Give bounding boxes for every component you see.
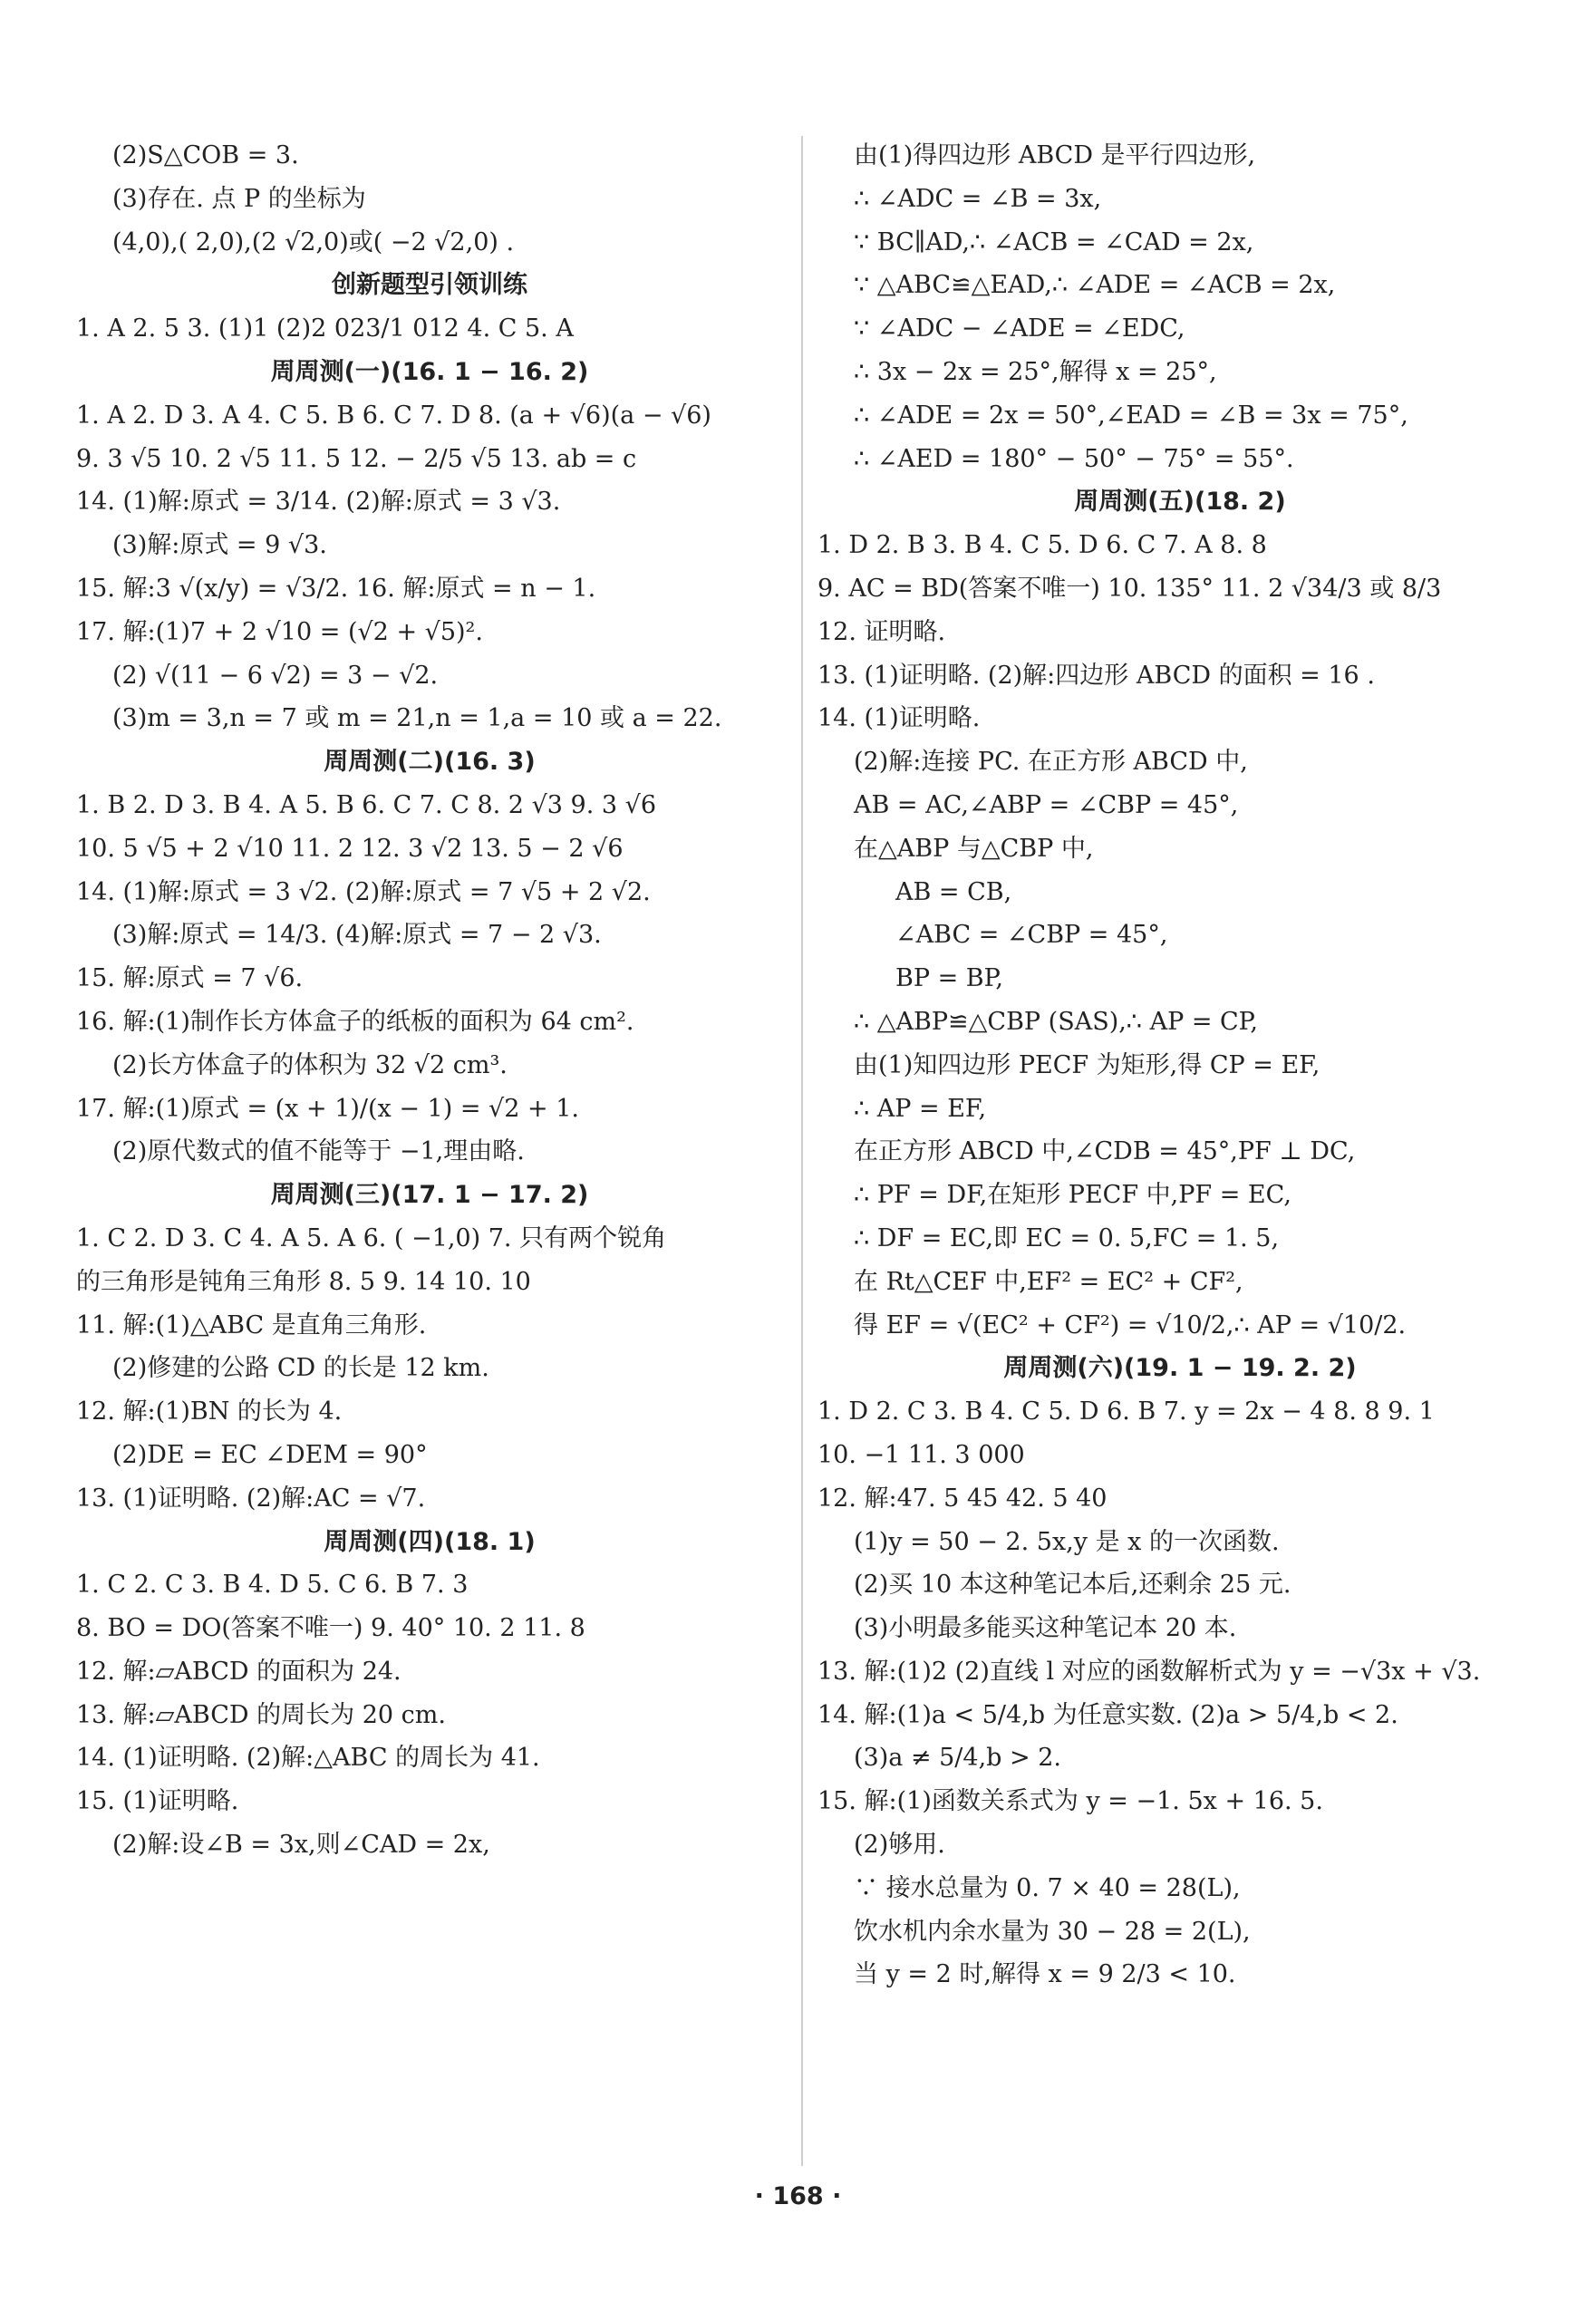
answer-line: ∴ 3x − 2x = 25°,解得 x = 25°, — [854, 357, 1217, 386]
answer-line: (2)解:设∠B = 3x,则∠CAD = 2x, — [112, 1831, 490, 1860]
answer-line: ∵ △ABC≌△EAD,∴ ∠ADE = ∠ACB = 2x, — [854, 271, 1336, 300]
answer-line: 9. 3 √5 10. 2 √5 11. 5 12. − 2/5 √5 13. ab = c — [76, 444, 637, 473]
answer-line: 由(1)得四边形 ABCD 是平行四边形, — [854, 141, 1256, 169]
answer-line: 12. 解:47. 5 45 42. 5 40 — [817, 1484, 1108, 1513]
answer-line: 的三角形是钝角三角形 8. 5 9. 14 10. 10 — [76, 1267, 531, 1296]
section-heading: 周周测(四)(18. 1) — [324, 1527, 536, 1556]
answer-line: AB = AC,∠ABP = ∠CBP = 45°, — [854, 790, 1239, 819]
column-divider — [801, 136, 803, 2166]
page-number: · 168 · — [754, 2182, 842, 2210]
answer-line: (2)修建的公路 CD 的长是 12 km. — [112, 1354, 489, 1383]
answer-line: 15. 解:3 √(x/y) = √3/2. 16. 解:原式 = n − 1. — [76, 574, 596, 603]
answer-line: ∴ ∠ADE = 2x = 50°,∠EAD = ∠B = 3x = 75°, — [854, 401, 1408, 430]
section-heading: 周周测(六)(19. 1 − 19. 2. 2) — [1003, 1354, 1357, 1383]
answer-line: (3)解:原式 = 9 √3. — [112, 531, 327, 560]
answer-line: (2)DE = EC ∠DEM = 90° — [112, 1440, 428, 1469]
section-heading: 创新题型引领训练 — [332, 271, 527, 300]
answer-line: 在△ABP 与△CBP 中, — [854, 834, 1094, 863]
answer-line: (3)存在. 点 P 的坐标为 — [112, 184, 366, 213]
answer-line: ∵ BC∥AD,∴ ∠ACB = ∠CAD = 2x, — [854, 227, 1254, 256]
section-heading: 周周测(二)(16. 3) — [324, 748, 536, 777]
answer-line: 14. (1)解:原式 = 3 √2. (2)解:原式 = 7 √5 + 2 √2. — [76, 877, 651, 906]
answer-line: 12. 证明略. — [817, 617, 946, 646]
answer-line: 饮水机内余水量为 30 − 28 = 2(L), — [854, 1917, 1251, 1946]
answer-line: 8. BO = DO(答案不唯一) 9. 40° 10. 2 11. 8 — [76, 1614, 585, 1643]
answer-line: ∠ABC = ∠CBP = 45°, — [895, 921, 1168, 950]
section-heading: 周周测(五)(18. 2) — [1074, 488, 1286, 517]
answer-line: 由(1)知四边形 PECF 为矩形,得 CP = EF, — [854, 1050, 1320, 1079]
answer-line: 17. 解:(1)原式 = (x + 1)/(x − 1) = √2 + 1. — [76, 1094, 579, 1123]
answer-line: 14. (1)证明略. (2)解:△ABC 的周长为 41. — [76, 1744, 540, 1773]
answer-line: ∴ △ABP≌△CBP (SAS),∴ AP = CP, — [854, 1007, 1258, 1036]
answer-line: ∴ DF = EC,即 EC = 0. 5,FC = 1. 5, — [854, 1223, 1280, 1252]
answer-line: 10. −1 11. 3 000 — [817, 1440, 1025, 1469]
answer-line: 1. D 2. C 3. B 4. C 5. D 6. B 7. y = 2x − 4 8. 8 9. 1 — [817, 1397, 1435, 1426]
answer-line: ∴ PF = DF,在矩形 PECF 中,PF = EC, — [854, 1181, 1291, 1210]
answer-line: 1. C 2. D 3. C 4. A 5. A 6. ( −1,0) 7. 只有两个锐角 — [76, 1223, 667, 1252]
answer-line: 当 y = 2 时,解得 x = 9 2/3 < 10. — [854, 1960, 1236, 1989]
answer-line: (2)买 10 本这种笔记本后,还剩余 25 元. — [854, 1571, 1291, 1600]
section-heading: 周周测(三)(17. 1 − 17. 2) — [270, 1181, 589, 1210]
answer-line: 11. 解:(1)△ABC 是直角三角形. — [76, 1310, 427, 1339]
answer-line: 15. 解:原式 = 7 √6. — [76, 964, 304, 993]
answer-line: (3)m = 3,n = 7 或 m = 21,n = 1,a = 10 或 a = 22. — [112, 704, 722, 733]
answer-line: ∴ ∠ADC = ∠B = 3x, — [854, 184, 1102, 213]
answer-line: 12. 解:▱ABCD 的面积为 24. — [76, 1657, 401, 1686]
answer-line: 12. 解:(1)BN 的长为 4. — [76, 1397, 343, 1426]
answer-line: 9. AC = BD(答案不唯一) 10. 135° 11. 2 √34/3 或 8/3 — [817, 574, 1442, 603]
answer-line: (2) √(11 − 6 √2) = 3 − √2. — [112, 661, 439, 690]
answer-line: (2)S△COB = 3. — [112, 141, 299, 169]
answer-line: (3)a ≠ 5/4,b > 2. — [854, 1744, 1061, 1773]
answer-line: 15. 解:(1)函数关系式为 y = −1. 5x + 16. 5. — [817, 1787, 1323, 1816]
answer-line: 15. (1)证明略. — [76, 1787, 239, 1816]
answer-line: 14. (1)解:原式 = 3/14. (2)解:原式 = 3 √3. — [76, 488, 561, 517]
answer-line: 17. 解:(1)7 + 2 √10 = (√2 + √5)². — [76, 617, 483, 646]
answer-line: 在 Rt△CEF 中,EF² = EC² + CF², — [854, 1267, 1243, 1296]
answer-line: ∵ 接水总量为 0. 7 × 40 = 28(L), — [854, 1873, 1241, 1902]
answer-line: 13. 解:(1)2 (2)直线 l 对应的函数解析式为 y = −√3x + √3. — [817, 1657, 1481, 1686]
answer-line: (2)够用. — [854, 1831, 945, 1860]
answer-line: 1. C 2. C 3. B 4. D 5. C 6. B 7. 3 — [76, 1571, 469, 1600]
answer-line: 13. (1)证明略. (2)解:四边形 ABCD 的面积 = 16 . — [817, 661, 1375, 690]
answer-line: 13. (1)证明略. (2)解:AC = √7. — [76, 1484, 426, 1513]
answer-line: 13. 解:▱ABCD 的周长为 20 cm. — [76, 1700, 446, 1729]
answer-line: 1. D 2. B 3. B 4. C 5. D 6. C 7. A 8. 8 — [817, 531, 1267, 560]
left-column — [76, 134, 783, 1867]
answer-line: 在正方形 ABCD 中,∠CDB = 45°,PF ⊥ DC, — [854, 1137, 1356, 1166]
section-heading: 周周测(一)(16. 1 − 16. 2) — [270, 357, 589, 386]
answer-line: ∴ ∠AED = 180° − 50° − 75° = 55°. — [854, 444, 1294, 473]
answer-line: 14. (1)证明略. — [817, 704, 981, 733]
right-column — [817, 134, 1543, 1997]
answer-line: 14. 解:(1)a < 5/4,b 为任意实数. (2)a > 5/4,b < 2. — [817, 1700, 1398, 1729]
answer-line: (3)小明最多能买这种笔记本 20 本. — [854, 1614, 1237, 1643]
answer-line: 1. A 2. D 3. A 4. C 5. B 6. C 7. D 8. (a + √6)(a − √6) — [76, 401, 711, 430]
answer-line: 得 EF = √(EC² + CF²) = √10/2,∴ AP = √10/2. — [854, 1310, 1407, 1339]
answer-line: 16. 解:(1)制作长方体盒子的纸板的面积为 64 cm². — [76, 1007, 634, 1036]
answer-line: (2)解:连接 PC. 在正方形 ABCD 中, — [854, 748, 1248, 777]
answer-line: 10. 5 √5 + 2 √10 11. 2 12. 3 √2 13. 5 − 2 √6 — [76, 834, 624, 863]
answer-line: (3)解:原式 = 14/3. (4)解:原式 = 7 − 2 √3. — [112, 921, 602, 950]
answer-line: AB = CB, — [895, 877, 1012, 906]
answer-line: 1. B 2. D 3. B 4. A 5. B 6. C 7. C 8. 2 √3 9. 3 √6 — [76, 790, 657, 819]
answer-line: 1. A 2. 5 3. (1)1 (2)2 023/1 012 4. C 5. A — [76, 314, 574, 343]
answer-line: ∵ ∠ADC − ∠ADE = ∠EDC, — [854, 314, 1185, 343]
answer-line: ∴ AP = EF, — [854, 1094, 987, 1123]
answer-line: BP = BP, — [895, 964, 1003, 993]
answer-line: (2)原代数式的值不能等于 −1,理由略. — [112, 1137, 525, 1166]
answer-line: (1)y = 50 − 2. 5x,y 是 x 的一次函数. — [854, 1527, 1280, 1556]
answer-line: (4,0),( 2,0),(2 √2,0)或( −2 √2,0) . — [112, 227, 515, 256]
answer-line: (2)长方体盒子的体积为 32 √2 cm³. — [112, 1050, 508, 1079]
